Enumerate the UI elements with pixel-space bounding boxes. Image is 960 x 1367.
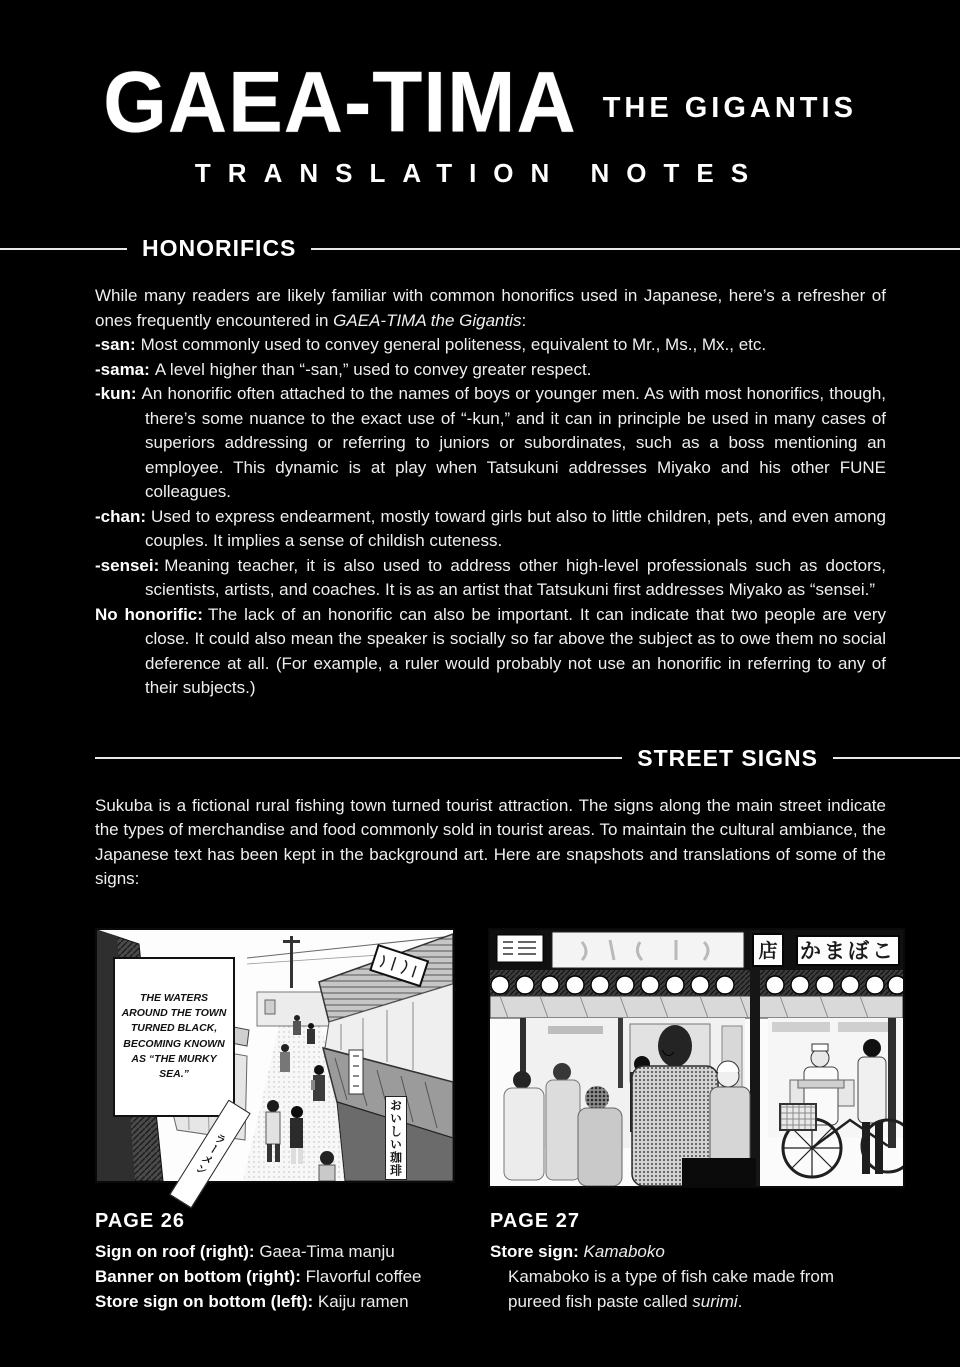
definition: Meaning teacher, it is also used to address other high-level professionals such as doctors, scientists, artists, and coaches. It is as an artist that Tatsukuni first addresses Miyako as “sensei.” bbox=[145, 555, 886, 599]
honorific-entry-sensei bbox=[95, 554, 886, 603]
caption-value: Flavorful coffee bbox=[305, 1266, 422, 1286]
honorific-entry-san bbox=[95, 333, 886, 358]
caption-title: PAGE 27 bbox=[490, 1209, 580, 1232]
panels-row bbox=[95, 928, 960, 1188]
intro-text: While many readers are likely familiar with common honorifics used in Japanese, here’s a refresher of ones frequently encountered in bbox=[95, 286, 886, 330]
page-subtitle: THE GIGANTIS bbox=[602, 91, 857, 124]
manga-panel-page27 bbox=[488, 928, 905, 1188]
caption-value: Gaea-Tima manju bbox=[259, 1241, 395, 1261]
divider-line bbox=[833, 757, 960, 759]
caption-line bbox=[95, 1264, 490, 1289]
desc-text: Kamaboko is a type of fish cake made from pureed fish paste called bbox=[508, 1266, 834, 1311]
page-title: GAEA-TIMA bbox=[103, 54, 577, 151]
honorifics-section-header bbox=[0, 235, 960, 262]
honorifics-list bbox=[95, 333, 886, 701]
intro-colon: : bbox=[521, 310, 527, 330]
honorific-entry-none bbox=[95, 603, 886, 701]
caption-line bbox=[490, 1239, 886, 1264]
term: -kun: bbox=[95, 384, 137, 403]
caption-line bbox=[95, 1289, 490, 1314]
street-signs-intro: Sukuba is a fictional rural fishing town turned tourist attraction. The signs along the main street indicate the types of merchandise and food commonly sold in tourist areas. To maintain the cultural ambiance, the Japanese text has been kept in the background art. Here are snapshots and translations of some of the signs: bbox=[95, 795, 886, 888]
caption-page27 bbox=[490, 1210, 886, 1314]
divider-line bbox=[0, 248, 127, 250]
storefront-art bbox=[490, 930, 903, 1186]
honorific-entry-sama bbox=[95, 358, 886, 383]
definition: An honorific often attached to the names of boys or younger men. As with most honorifics, though, there’s some nuance to the exact use of “-kun,” and it can in principle be used in many cases of superiors addressing or referring to juniors or subordinates, such as a boss mentioning an employee. This dynamic is at play when Tatsukuni addresses Miyako and his other FUNE colleagues. bbox=[141, 384, 886, 501]
mise-sign-jp: 店 bbox=[752, 933, 784, 967]
term: -sensei: bbox=[95, 555, 160, 575]
caption-bubble: THE WATERS AROUND THE TOWN TURNED BLACK, BECOMING KNOWN AS “THE MURKY SEA.” bbox=[113, 957, 235, 1117]
street-signs-heading: STREET SIGNS bbox=[637, 744, 818, 771]
term: -sama: bbox=[95, 359, 150, 379]
caption-description bbox=[490, 1264, 886, 1314]
term: -chan: bbox=[95, 506, 146, 526]
honorifics-heading: HONORIFICS bbox=[142, 235, 297, 261]
coffee-sign-jp: おいしい珈琲 bbox=[385, 1096, 407, 1180]
honorific-entry-chan bbox=[95, 505, 886, 554]
caption-label: Banner on bottom (right): bbox=[95, 1266, 301, 1286]
caption-page26 bbox=[95, 1210, 490, 1314]
manga-panel-page26 bbox=[95, 928, 455, 1183]
term: -san: bbox=[95, 335, 136, 354]
page-tagline: TRANSLATION NOTES bbox=[194, 158, 766, 188]
caption-label: Store sign on bottom (left): bbox=[95, 1291, 314, 1311]
caption-value: Kaiju ramen bbox=[317, 1291, 409, 1311]
definition: Most commonly used to convey general politeness, equivalent to Mr., Ms., Mx., etc. bbox=[140, 335, 767, 354]
series-name-italic: GAEA-TIMA the Gigantis bbox=[333, 310, 522, 330]
caption-label: Sign on roof (right): bbox=[95, 1241, 255, 1261]
page-header bbox=[0, 0, 960, 189]
definition: Used to express endearment, mostly toward girls but also to little children, pets, and even among couples. It implies a sense of childish cuteness. bbox=[145, 506, 886, 550]
desc-end: . bbox=[737, 1291, 743, 1311]
captions-row bbox=[95, 1210, 960, 1314]
street-signs-section-header bbox=[0, 745, 960, 772]
divider-line bbox=[311, 248, 960, 250]
term: No honorific: bbox=[95, 604, 203, 624]
ramen-banner-jp: ラーメン bbox=[169, 1099, 250, 1208]
divider-line bbox=[95, 757, 622, 759]
caption-line bbox=[95, 1239, 490, 1264]
caption-title: PAGE 26 bbox=[95, 1209, 185, 1232]
definition: A level higher than “-san,” used to convey greater respect. bbox=[154, 359, 592, 379]
honorifics-intro bbox=[95, 284, 886, 333]
caption-sign-name: Kamaboko bbox=[583, 1241, 665, 1261]
caption-label: Store sign: bbox=[490, 1241, 579, 1261]
desc-italic: surimi bbox=[692, 1291, 738, 1311]
kamaboko-sign-jp: かまぼこ bbox=[796, 935, 900, 966]
honorific-entry-kun bbox=[95, 382, 886, 505]
definition: The lack of an honorific can also be important. It can indicate that two people are very close. It could also mean the speaker is socially so far above the subject as to owe them no social deference at all. (For example, a ruler would probably not use an honorific in referring to any of their subjects.) bbox=[145, 604, 886, 697]
